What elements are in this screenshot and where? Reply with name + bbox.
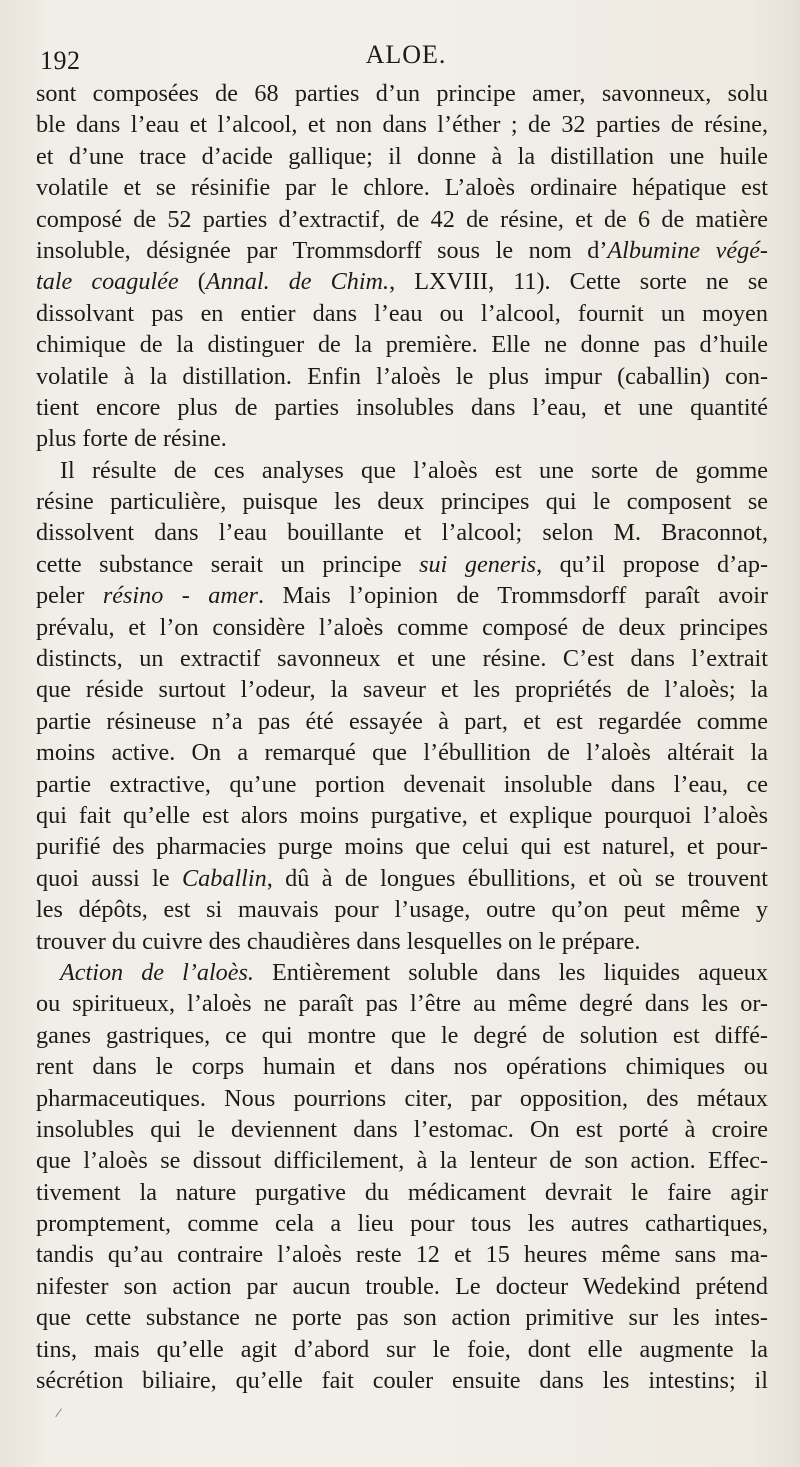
line-text: moins active. On a remarqué que l’ébullition de l’aloès altérait la (36, 739, 768, 767)
text-line (36, 1365, 768, 1396)
body-text (36, 78, 768, 1396)
text-line (36, 612, 768, 643)
text-line (36, 1302, 768, 1333)
line-text: composé de 52 parties d’extractif, de 42 de résine, et de 6 de matière (36, 205, 768, 233)
text-line (36, 1145, 768, 1176)
page-header-title: ALOE. (365, 40, 447, 69)
line-text: que l’aloès se dissout difficilement, à la lenteur de son action. Effec- (36, 1147, 768, 1175)
line-text: que réside surtout l’odeur, la saveur et les propriétés de l’aloès; la (36, 676, 768, 704)
italic-text: Annal. de Chim. (205, 268, 390, 296)
line-text: promptement, comme cela a lieu pour tous les autres cathartiques, (36, 1210, 768, 1238)
line-text: . Mais l’opinion de Trommsdorff paraît avoir (257, 582, 768, 610)
line-text: que cette substance ne porte pas son action primitive sur les intes- (36, 1304, 768, 1332)
text-line (36, 769, 768, 800)
line-text: tient encore plus de parties insolubles dans l’eau, et une quantité (36, 393, 768, 421)
line-text: distincts, un extractif savonneux et une résine. C’est dans l’extrait (36, 645, 768, 673)
line-text: , qu’il propose d’ap- (536, 550, 768, 578)
text-line (36, 392, 768, 423)
text-line (36, 423, 768, 454)
line-text: ble dans l’eau et l’alcool, et non dans l’éther ; de 32 parties de résine, (36, 111, 768, 139)
line-text: purifié des pharmacies purge moins que celui qui est naturel, et pour- (36, 833, 768, 861)
line-text: trouver du cuivre des chaudières dans lesquelles on le prépare. (36, 927, 641, 955)
text-line (36, 455, 768, 486)
text-line (36, 894, 768, 925)
italic-text: tale coagulée (36, 268, 179, 296)
text-line (36, 643, 768, 674)
text-line (36, 1208, 768, 1239)
text-line (36, 298, 768, 329)
line-text: dissolvant pas en entier dans l’eau ou l’alcool, fournit un moyen (36, 299, 768, 327)
text-line (36, 109, 768, 140)
text-line (36, 141, 768, 172)
text-line (36, 204, 768, 235)
text-line (36, 361, 768, 392)
text-line (36, 1239, 768, 1270)
text-line (36, 831, 768, 862)
line-text: ( (178, 268, 206, 296)
line-text: partie résineuse n’a pas été essayée à part, et est regardée comme (36, 707, 768, 735)
text-line (36, 926, 768, 957)
text-line (36, 1271, 768, 1302)
line-text: résine particulière, puisque les deux principes qui le composent se (36, 488, 768, 516)
line-text: insolubles qui le deviennent dans l’estomac. On est porté à croire (36, 1115, 768, 1143)
line-text: sont composées de 68 parties d’un principe amer, savonneux, solu (36, 80, 768, 107)
stray-ink-mark (55, 1408, 62, 1417)
line-text: peler (36, 582, 103, 610)
text-line (36, 580, 768, 611)
line-text: rent dans le corps humain et dans nos opérations chimiques ou (36, 1053, 768, 1081)
text-line (36, 1051, 768, 1082)
text-line (36, 329, 768, 360)
text-line (36, 266, 768, 297)
italic-text: Albumine végé- (607, 236, 768, 264)
line-text: plus forte de résine. (36, 425, 227, 453)
line-text: Entièrement soluble dans les liquides aqueux (253, 958, 768, 986)
line-text: , dû à de longues ébullitions, et où se trouvent (266, 864, 768, 892)
text-line (36, 486, 768, 517)
line-text: volatile à la distillation. Enfin l’aloès le plus impur (caballin) con- (36, 362, 768, 390)
italic-text: sui generis (419, 550, 537, 578)
line-text: ganes gastriques, ce qui montre que le degré de solution est diffé- (36, 1021, 768, 1049)
line-text: tivement la nature purgative du médicament devrait le faire agir (36, 1178, 768, 1206)
text-line (36, 517, 768, 548)
line-text: partie extractive, qu’une portion devenait insoluble dans l’eau, ce (36, 770, 768, 798)
text-line (36, 706, 768, 737)
text-line (36, 863, 768, 894)
text-line (36, 737, 768, 768)
text-line (36, 988, 768, 1019)
line-text: volatile et se résinifie par le chlore. L’aloès ordinaire hépatique est (36, 174, 768, 202)
line-text: insoluble, désignée par Trommsdorff sous le nom d’ (36, 236, 608, 264)
line-text: pharmaceutiques. Nous pourrions citer, par opposition, des métaux (36, 1084, 768, 1112)
line-text: cette substance serait un principe (36, 550, 420, 578)
line-text: , LXVIII, 11). Cette sorte ne se (389, 268, 768, 296)
line-text: les dépôts, est si mauvais pour l’usage, outre qu’on peut même y (36, 896, 768, 924)
line-text: chimique de la distinguer de la première. Elle ne donne pas d’huile (36, 331, 768, 359)
italic-text: résino - amer (102, 582, 258, 610)
text-line (36, 172, 768, 203)
italic-text: Caballin (182, 864, 267, 892)
text-line (36, 1020, 768, 1051)
italic-text: Action de l’aloès. (60, 958, 254, 986)
line-text: tandis qu’au contraire l’aloès reste 12 et 15 heures même sans ma- (36, 1241, 768, 1269)
text-line (36, 800, 768, 831)
line-text: sécrétion biliaire, qu’elle fait couler ensuite dans les intestins; il (36, 1367, 768, 1395)
line-text: quoi aussi le (36, 864, 183, 892)
page-number: 192 (40, 46, 81, 75)
text-line (36, 78, 768, 109)
text-line (36, 1114, 768, 1145)
text-line (36, 1177, 768, 1208)
line-text: Il résulte de ces analyses que l’aloès est une sorte de gomme (60, 456, 768, 484)
line-text: nifester son action par aucun trouble. Le docteur Wedekind prétend (36, 1272, 768, 1300)
text-line (36, 235, 768, 266)
text-line (36, 549, 768, 580)
line-text: et d’une trace d’acide gallique; il donne à la distillation une huile (36, 142, 768, 170)
text-line (36, 957, 768, 988)
line-text: tins, mais qu’elle agit d’abord sur le foie, dont elle augmente la (36, 1335, 768, 1363)
line-text: prévalu, et l’on considère l’aloès comme composé de deux principes (36, 613, 768, 641)
line-text: qui fait qu’elle est alors moins purgative, et explique pourquoi l’aloès (36, 801, 768, 829)
text-line (36, 1334, 768, 1365)
running-head (36, 38, 776, 78)
text-line (36, 674, 768, 705)
text-line (36, 1083, 768, 1114)
line-text: dissolvent dans l’eau bouillante et l’alcool; selon M. Braconnot, (36, 519, 768, 547)
line-text: ou spiritueux, l’aloès ne paraît pas l’être au même degré dans les or- (36, 990, 768, 1018)
